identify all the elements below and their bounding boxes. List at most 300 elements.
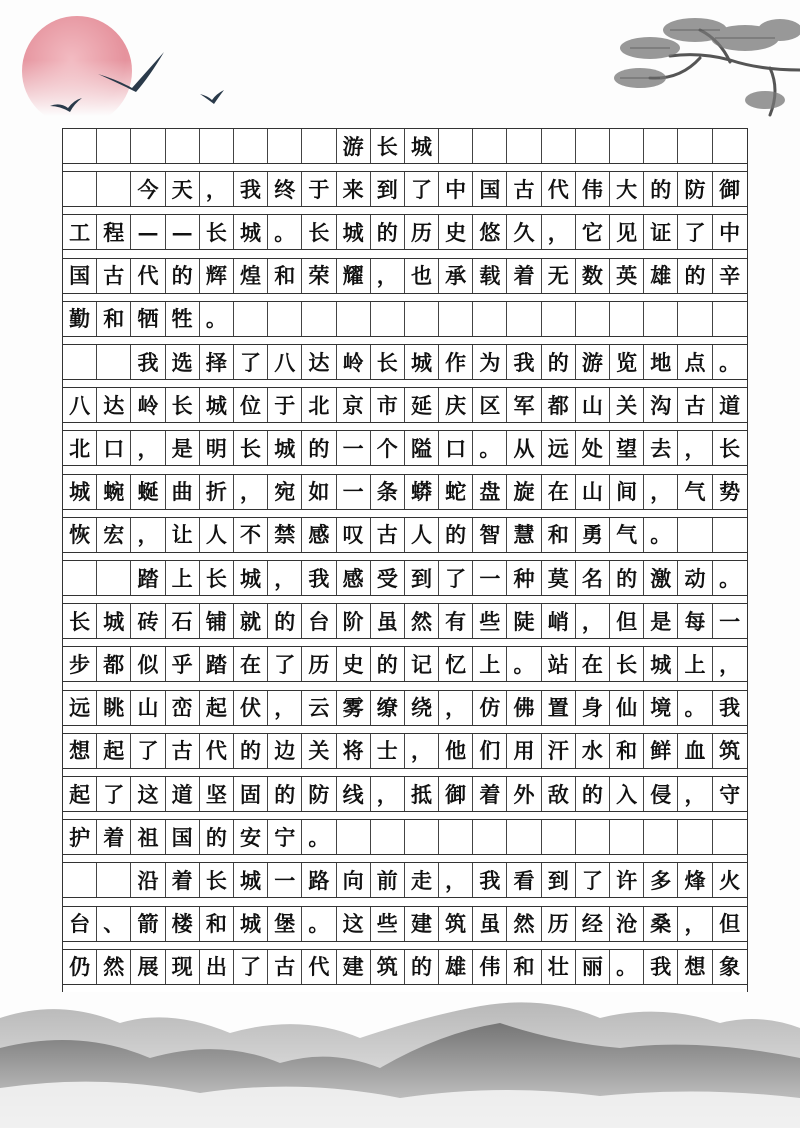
grid-cell: 智 [473,518,507,552]
grid-cell: 起 [200,691,234,725]
grid-cell: 、 [97,907,131,941]
grid-cell: 丽 [576,950,610,984]
grid-cell: 些 [371,907,405,941]
grid-cell: 我 [473,863,507,897]
grid-cell: 览 [610,345,644,379]
grid-cell: 然 [97,950,131,984]
grid-cell: 的 [200,820,234,854]
grid-cell: 长 [200,561,234,595]
grid-cell: 牺 [131,302,165,336]
grid-cell: 了 [268,647,302,681]
grid-cell: 城 [97,604,131,638]
grid-cell: 我 [719,695,741,721]
grid-cell [268,302,302,336]
grid-cell: 八 [63,388,97,422]
grid-cell [268,129,302,163]
grid-cell: 但 [610,604,644,638]
grid-cell: 。 [200,302,234,336]
grid-cell: 阶 [337,604,371,638]
grid-cell: 入 [610,777,644,811]
grid-cell: 远 [63,691,97,725]
grid-cell: 敌 [542,777,576,811]
grid-cell: 台 [302,604,336,638]
grid-cell [63,172,97,206]
grid-cell [576,129,610,163]
grid-cell: 择 [200,345,234,379]
grid-cell: 八 [268,345,302,379]
grid-cell [337,820,371,854]
grid-cell: 它 [576,215,610,249]
grid-cell: 烽 [678,863,712,897]
grid-cell: 伟 [473,950,507,984]
grid-cell: 雾 [337,691,371,725]
grid-cell: 的 [268,777,302,811]
grid-cell: 血 [678,734,712,768]
grid-cell: 处 [576,431,610,465]
grid-cell: 雄 [439,950,473,984]
text-row [63,301,747,337]
grid-cell: 盘 [473,475,507,509]
grid-cell: 英 [610,259,644,293]
grid-cell [507,302,541,336]
grid-cell: 点 [678,345,712,379]
grid-cell: 。 [678,691,712,725]
grid-cell: 城 [405,345,439,379]
grid-cell: 山 [131,691,165,725]
grid-cell: 士 [371,734,405,768]
grid-cell: 记 [405,647,439,681]
grid-cell: 长 [302,215,336,249]
grid-cell: 乎 [166,647,200,681]
grid-cell: 仍 [63,950,97,984]
grid-cell: 眺 [97,691,131,725]
grid-cell [576,302,610,336]
grid-cell: 峭 [542,604,576,638]
grid-cell: 长 [63,604,97,638]
grid-cell: 岭 [131,388,165,422]
grid-cell: 步 [63,647,97,681]
grid-cell: 的 [302,431,336,465]
grid-cell: 城 [268,431,302,465]
grid-cell [302,302,336,336]
grid-cell: 见 [610,215,644,249]
grid-cell: 们 [473,734,507,768]
grid-cell [678,129,712,163]
grid-cell: 庆 [439,388,473,422]
grid-cell: 代 [200,734,234,768]
grid-cell: 台 [63,907,97,941]
grid-cell [473,820,507,854]
grid-cell: 抵 [405,777,439,811]
grid-cell: 边 [268,734,302,768]
grid-cell: 是 [644,604,678,638]
grid-cell: 虽 [371,604,405,638]
grid-cell [473,129,507,163]
grid-cell: 许 [610,863,644,897]
grid-cell: 延 [405,388,439,422]
grid-cell: 远 [542,431,576,465]
grid-cell: 长 [719,435,741,461]
grid-cell: 踏 [131,561,165,595]
grid-cell: 恢 [63,518,97,552]
grid-cell: 悠 [473,215,507,249]
grid-cell: 站 [542,647,576,681]
grid-cell: 的 [234,734,268,768]
grid-cell: 坚 [200,777,234,811]
grid-cell: 工 [63,215,97,249]
grid-cell: 我 [234,172,268,206]
grid-cell: 国 [473,172,507,206]
grid-cell: 的 [678,259,712,293]
grid-cell: 和 [507,950,541,984]
text-row [63,776,747,812]
grid-cell: 桑 [644,907,678,941]
grid-cell: 荣 [302,259,336,293]
title-row [63,128,747,164]
grid-cell: 个 [371,431,405,465]
grid-cell [542,129,576,163]
grid-cell: 的 [371,215,405,249]
grid-cell: 展 [131,950,165,984]
grid-cell: 城 [234,863,268,897]
grid-cell: 。 [302,907,336,941]
grid-cell: 人 [200,518,234,552]
grid-cell: 伏 [234,691,268,725]
grid-cell: 。 [302,820,336,854]
grid-cell: 宏 [97,518,131,552]
grid-cell: 路 [302,863,336,897]
grid-cell: 长 [234,431,268,465]
text-row [63,560,747,596]
grid-cell: 口 [97,431,131,465]
grid-cell: 望 [610,431,644,465]
grid-cell: ， [678,431,712,465]
text-row [63,819,747,855]
grid-cell: 证 [644,215,678,249]
grid-cell: 曲 [166,475,200,509]
grid-cell: 古 [166,734,200,768]
grid-cell: 佛 [507,691,541,725]
grid-cell [713,129,747,163]
grid-cell: 的 [542,345,576,379]
grid-cell: 区 [473,388,507,422]
grid-cell [678,518,712,552]
grid-cell: 种 [507,561,541,595]
grid-cell: 水 [576,734,610,768]
grid-cell: 起 [63,777,97,811]
grid-cell: 道 [719,392,741,418]
grid-cell: 无 [542,259,576,293]
grid-cell: 城 [405,129,439,163]
grid-cell: 象 [719,954,741,980]
text-row [63,344,747,380]
grid-cell: 沿 [131,863,165,897]
grid-cell: 蛇 [439,475,473,509]
grid-cell: ， [371,259,405,293]
grid-cell: ， [131,431,165,465]
grid-cell: 我 [131,345,165,379]
grid-cell: 城 [234,561,268,595]
grid-cell: 耀 [337,259,371,293]
grid-cell: 外 [507,777,541,811]
grid-cell [302,129,336,163]
grid-cell: 古 [371,518,405,552]
grid-cell: 现 [166,950,200,984]
grid-cell: 堡 [268,907,302,941]
grid-cell: 铺 [200,604,234,638]
grid-cell [234,302,268,336]
grid-cell: 的 [166,259,200,293]
grid-cell: 辛 [719,263,741,289]
grid-cell: 去 [644,431,678,465]
grid-cell: 国 [166,820,200,854]
grid-cell: 城 [200,388,234,422]
grid-cell: 一 [337,431,371,465]
grid-cell: ， [678,907,712,941]
grid-cell [97,172,131,206]
grid-cell: 地 [644,345,678,379]
grid-cell: 山 [576,475,610,509]
grid-cell: 数 [576,259,610,293]
grid-cell: 到 [542,863,576,897]
grid-cell: 防 [678,172,712,206]
grid-cell: 和 [97,302,131,336]
grid-cell [371,820,405,854]
grid-cell: 都 [97,647,131,681]
grid-cell: 了 [131,734,165,768]
grid-cell: 了 [97,777,131,811]
grid-cell: 上 [678,647,712,681]
grid-cell: 。 [644,518,678,552]
grid-cell: 在 [576,647,610,681]
grid-cell: 长 [200,215,234,249]
grid-cell: 鲜 [644,734,678,768]
grid-cell: ， [644,475,678,509]
grid-cell: 多 [644,863,678,897]
grid-cell: 于 [268,388,302,422]
grid-cell [507,129,541,163]
grid-cell: 载 [473,259,507,293]
grid-cell: 的 [644,172,678,206]
text-row [63,949,747,985]
grid-cell: 城 [234,907,268,941]
grid-cell: 石 [166,604,200,638]
grid-cell: 古 [507,172,541,206]
grid-cell: 程 [97,215,131,249]
grid-cell: 作 [439,345,473,379]
grid-cell: 楼 [166,907,200,941]
grid-cell: 沧 [610,907,644,941]
text-row [63,171,747,207]
grid-cell: ， [405,734,439,768]
grid-cell: 古 [97,259,131,293]
grid-cell: 长 [371,345,405,379]
grid-cell: 缭 [371,691,405,725]
grid-cell: 今 [131,172,165,206]
grid-cell: 的 [268,604,302,638]
grid-cell: 气 [610,518,644,552]
grid-cell: 位 [234,388,268,422]
grid-cell [507,820,541,854]
grid-cell: 。 [610,950,644,984]
grid-cell: 沟 [644,388,678,422]
grid-cell: 如 [302,475,336,509]
text-row [63,690,747,726]
grid-cell: 在 [542,475,576,509]
grid-cell: 祖 [131,820,165,854]
grid-cell: 历 [302,647,336,681]
grid-cell: 长 [200,863,234,897]
grid-cell: 线 [337,777,371,811]
grid-cell: 中 [439,172,473,206]
grid-cell: 的 [371,647,405,681]
grid-cell [439,820,473,854]
grid-cell: 这 [337,907,371,941]
grid-cell: 名 [576,561,610,595]
grid-cell: 道 [166,777,200,811]
grid-cell: 防 [302,777,336,811]
grid-cell: 。 [719,565,741,591]
grid-cell: 军 [507,388,541,422]
grid-cell: 筑 [371,950,405,984]
grid-cell: 间 [610,475,644,509]
grid-cell: 安 [234,820,268,854]
grid-cell: 蟒 [405,475,439,509]
grid-cell: ， [268,691,302,725]
grid-cell: 不 [234,518,268,552]
text-row [63,603,747,639]
grid-cell: 出 [200,950,234,984]
grid-cell [439,129,473,163]
text-row [63,387,747,423]
grid-cell [644,820,678,854]
text-row [63,214,747,250]
grid-cell: 旋 [507,475,541,509]
grid-cell: 踏 [200,647,234,681]
grid-cell: 承 [439,259,473,293]
grid-cell: 古 [268,950,302,984]
pine-branch-icon [530,0,800,130]
grid-cell: 代 [542,172,576,206]
grid-cell: 激 [644,561,678,595]
grid-cell [644,302,678,336]
grid-cell: 天 [166,172,200,206]
grid-cell: 仙 [610,691,644,725]
grid-cell: 叹 [337,518,371,552]
grid-cell: 勇 [576,518,610,552]
grid-cell: 城 [644,647,678,681]
grid-cell: 莫 [542,561,576,595]
grid-cell [63,345,97,379]
grid-cell: 勤 [63,302,97,336]
grid-cell: 是 [166,431,200,465]
grid-cell: 于 [302,172,336,206]
grid-cell: 大 [610,172,644,206]
grid-cell: 想 [63,734,97,768]
grid-cell: 史 [439,215,473,249]
grid-cell: 都 [542,388,576,422]
grid-cell: 的 [439,518,473,552]
grid-cell [337,302,371,336]
grid-cell: 。 [719,349,741,375]
grid-cell: 和 [610,734,644,768]
grid-cell: 的 [405,950,439,984]
grid-cell: 了 [234,345,268,379]
grid-cell [542,820,576,854]
grid-cell: ， [234,475,268,509]
grid-cell: 砖 [131,604,165,638]
grid-cell: 为 [473,345,507,379]
flying-birds-icon [40,40,240,120]
grid-cell: 感 [302,518,336,552]
grid-cell: 禁 [268,518,302,552]
grid-cell [131,129,165,163]
grid-cell: ， [719,651,741,677]
grid-cell: 境 [644,691,678,725]
grid-cell: 势 [719,479,741,505]
grid-cell: — [131,215,165,249]
grid-cell: 长 [166,388,200,422]
grid-cell: 着 [473,777,507,811]
grid-cell: 一 [268,863,302,897]
grid-cell: 了 [405,172,439,206]
grid-cell: 仿 [473,691,507,725]
grid-cell: 条 [371,475,405,509]
grid-cell [439,302,473,336]
grid-cell: 和 [542,518,576,552]
grid-cell [371,302,405,336]
grid-cell: 上 [473,647,507,681]
grid-cell: 北 [63,431,97,465]
grid-cell: 动 [678,561,712,595]
grid-cell: 煌 [234,259,268,293]
grid-cell: 终 [268,172,302,206]
grid-cell: 国 [63,259,97,293]
grid-cell: 想 [678,950,712,984]
grid-cell: 然 [507,907,541,941]
grid-cell: 虽 [473,907,507,941]
grid-cell: 游 [337,129,371,163]
grid-cell: 代 [302,950,336,984]
grid-cell: 着 [97,820,131,854]
grid-cell: 古 [678,388,712,422]
grid-cell: 我 [507,345,541,379]
grid-cell: 代 [131,259,165,293]
grid-cell [576,820,610,854]
grid-cell: 这 [131,777,165,811]
grid-cell [405,302,439,336]
grid-cell [713,518,747,552]
grid-cell: 经 [576,907,610,941]
grid-cell [610,129,644,163]
grid-cell [97,129,131,163]
grid-cell: 前 [371,863,405,897]
grid-cell: 气 [678,475,712,509]
grid-cell: 历 [542,907,576,941]
grid-cell: 御 [719,176,741,202]
text-row [63,430,747,466]
grid-cell: 也 [405,259,439,293]
grid-cell: 了 [678,215,712,249]
grid-cell: 达 [302,345,336,379]
grid-cell: 上 [166,561,200,595]
grid-cell [713,302,747,336]
grid-cell: 受 [371,561,405,595]
grid-cell: 京 [337,388,371,422]
grid-cell: 选 [166,345,200,379]
grid-cell: 但 [719,911,741,937]
grid-cell: 着 [166,863,200,897]
